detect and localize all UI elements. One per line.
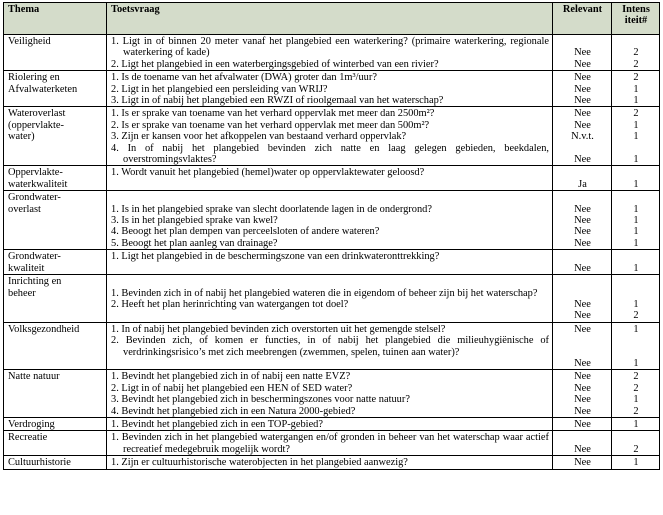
header-intensiteit: Intens iteit# xyxy=(612,3,660,35)
relevant-value: Nee xyxy=(574,298,591,310)
intensiteit-cell xyxy=(612,322,660,370)
relevant-value: Nee xyxy=(574,58,591,70)
toetsvraag-item: 1. Ligt het plangebied in de beschermingszone van een drinkwateronttrekking? xyxy=(111,251,440,263)
intensiteit-value: 1 xyxy=(633,119,639,131)
intensiteit-cell xyxy=(612,275,660,323)
thema-cell xyxy=(4,107,107,166)
relevant-value: Nee xyxy=(574,262,591,274)
thema-cell xyxy=(4,275,107,323)
table-row xyxy=(4,71,660,107)
intensiteit-cell xyxy=(612,431,660,456)
table-row xyxy=(4,35,660,71)
relevant-cell xyxy=(553,431,612,456)
relevant-value: Nee xyxy=(574,405,591,417)
thema-label: Wateroverlast xyxy=(8,108,66,120)
relevant-cell xyxy=(553,456,612,469)
toetsvraag-item: 4. Bevindt het plangebied zich in een Natura 2000-gebied? xyxy=(111,405,356,417)
thema-cell xyxy=(4,370,107,418)
watertoets-table xyxy=(3,2,660,470)
header-relevant: Relevant xyxy=(553,3,612,35)
thema-label: Riolering en xyxy=(8,72,60,84)
intensiteit-value: 1 xyxy=(633,154,639,166)
intensiteit-value: 1 xyxy=(633,357,639,369)
intensiteit-value: 2 xyxy=(633,58,639,70)
intensiteit-value: 2 xyxy=(633,72,639,84)
thema-label: Inrichting en xyxy=(8,276,62,288)
intensiteit-cell xyxy=(612,417,660,430)
table-body xyxy=(4,35,660,470)
thema-cell xyxy=(4,250,107,275)
intensiteit-cell xyxy=(612,456,660,469)
thema-label: Volksgezondheid xyxy=(8,323,80,335)
intensiteit-value: 1 xyxy=(633,95,639,107)
relevant-cell xyxy=(553,322,612,370)
table-row xyxy=(4,166,660,191)
toetsvraag-item: 2. Bevinden zich, of komen er functies, in of nabij het plangebied die milieuhygiënische of verdrinkingsrisico’s met zich meebrengen (zwemmen, spelen, tuinen aan water)? xyxy=(111,335,549,358)
thema-label: Verdroging xyxy=(8,418,55,430)
toetsvraag-item: 1. Is de toename van het afvalwater (DWA) groter dan 1m³/uur? xyxy=(111,72,377,84)
toetsvraag-item: 1. In of nabij het plangebied bevinden zich overstorten uit het gemengde stelsel? xyxy=(111,323,446,335)
toetsvraag-cell xyxy=(107,35,553,71)
thema-label: waterkwaliteit xyxy=(8,178,68,190)
thema-cell xyxy=(4,431,107,456)
relevant-value: Nee xyxy=(574,310,591,322)
relevant-value: Nee xyxy=(574,323,591,335)
intensiteit-value: 1 xyxy=(633,418,639,430)
intensiteit-cell xyxy=(612,250,660,275)
relevant-value: Nee xyxy=(574,47,591,59)
relevant-cell xyxy=(553,370,612,418)
relevant-cell xyxy=(553,166,612,191)
relevant-value: Nee xyxy=(574,237,591,249)
thema-label: Oppervlakte- xyxy=(8,167,63,179)
intensiteit-cell xyxy=(612,107,660,166)
intensiteit-cell xyxy=(612,370,660,418)
document-page xyxy=(3,2,660,470)
toetsvraag-item: 2. Ligt in het plangebied een persleiding van WRIJ? xyxy=(111,83,328,95)
intensiteit-value: 2 xyxy=(633,310,639,322)
relevant-value: Nee xyxy=(574,457,591,469)
thema-cell xyxy=(4,191,107,250)
toetsvraag-cell xyxy=(107,456,553,469)
thema-label: beheer xyxy=(8,287,36,299)
thema-label: Veiligheid xyxy=(8,36,51,47)
relevant-value: Nee xyxy=(574,443,591,455)
table-row xyxy=(4,456,660,469)
intensiteit-value: 2 xyxy=(633,47,639,59)
intensiteit-value: 2 xyxy=(633,405,639,417)
toetsvraag-cell xyxy=(107,250,553,275)
table-header-row xyxy=(4,3,660,35)
thema-label: overlast xyxy=(8,203,41,215)
relevant-cell xyxy=(553,35,612,71)
toetsvraag-item: 1. Zijn er cultuurhistorische waterobjecten in het plangebied aanwezig? xyxy=(111,457,408,469)
table-row xyxy=(4,370,660,418)
intensiteit-value: 1 xyxy=(633,457,639,469)
table-row xyxy=(4,275,660,323)
toetsvraag-item: 2. Ligt in of nabij het plangebied een HEN of SED water? xyxy=(111,382,353,394)
table-row xyxy=(4,191,660,250)
thema-label: Cultuurhistorie xyxy=(8,457,71,469)
toetsvraag-item: 1. Bevindt het plangebied zich in een TOP-gebied? xyxy=(111,418,323,430)
header-thema: Thema xyxy=(4,3,107,35)
thema-label: Recreatie xyxy=(8,432,48,444)
table-row xyxy=(4,417,660,430)
relevant-value: Nee xyxy=(574,394,591,406)
toetsvraag-cell xyxy=(107,431,553,456)
thema-label: Grondwater- xyxy=(8,192,61,204)
relevant-cell xyxy=(553,250,612,275)
relevant-value: Nee xyxy=(574,154,591,166)
toetsvraag-item: 4. In of nabij het plangebied bevinden zich natte en laag gelegen gebieden, beekdalen, overstromingsvlaktes? xyxy=(111,142,549,166)
intensiteit-value: 2 xyxy=(633,371,639,383)
intensiteit-cell xyxy=(612,191,660,250)
relevant-value: Nee xyxy=(574,119,591,131)
relevant-value: Nee xyxy=(574,83,591,95)
toetsvraag-item: 2. Heeft het plan herinrichting van watergangen tot doel? xyxy=(111,298,349,310)
thema-label: Natte natuur xyxy=(8,371,60,383)
toetsvraag-cell xyxy=(107,71,553,107)
toetsvraag-item: 1. Ligt in of binnen 20 meter vanaf het plangebied een waterkering? (primaire waterkering, regionale waterkering of kade) xyxy=(111,36,549,59)
thema-label: (oppervlakte- xyxy=(8,119,64,131)
toetsvraag-item: 3. Is in het plangebied sprake van kwel? xyxy=(111,215,278,227)
relevant-value: Nee xyxy=(574,371,591,383)
thema-cell xyxy=(4,35,107,71)
relevant-cell xyxy=(553,191,612,250)
thema-label: kwaliteit xyxy=(8,262,45,274)
toetsvraag-cell xyxy=(107,107,553,166)
toetsvraag-cell xyxy=(107,166,553,191)
toetsvraag-item: 1. Wordt vanuit het plangebied (hemel)water op oppervlaktewater geloosd? xyxy=(111,167,425,179)
toetsvraag-item: 1. Is in het plangebied sprake van slecht doorlatende lagen in de ondergrond? xyxy=(111,203,432,215)
toetsvraag-cell xyxy=(107,370,553,418)
toetsvraag-item: 4. Beoogt het plan dempen van perceelsloten of andere wateren? xyxy=(111,226,380,238)
intensiteit-value: 1 xyxy=(633,323,639,335)
relevant-value: Ja xyxy=(578,178,587,190)
header-toetsvraag: Toetsvraag xyxy=(107,3,553,35)
intensiteit-value: 1 xyxy=(633,215,639,227)
intensiteit-value: 1 xyxy=(633,131,639,143)
thema-label: Afvalwaterketen xyxy=(8,83,78,95)
intensiteit-value: 1 xyxy=(633,178,639,190)
relevant-value: Nee xyxy=(574,382,591,394)
intensiteit-value: 1 xyxy=(633,83,639,95)
intensiteit-value: 2 xyxy=(633,443,639,455)
table-row xyxy=(4,322,660,370)
thema-cell xyxy=(4,417,107,430)
relevant-value: Nee xyxy=(574,95,591,107)
toetsvraag-item: 1. Bevindt het plangebied zich in of nabij een natte EVZ? xyxy=(111,371,351,383)
thema-label: Grondwater- xyxy=(8,251,61,263)
relevant-cell xyxy=(553,71,612,107)
intensiteit-cell xyxy=(612,166,660,191)
toetsvraag-item: 3. Ligt in of nabij het plangebied een RWZI of rioolgemaal van het waterschap? xyxy=(111,95,444,107)
toetsvraag-item: 2. Is er sprake van toename van het verhard oppervlak met meer dan 500m²? xyxy=(111,119,430,131)
relevant-value: N.v.t. xyxy=(571,131,594,143)
relevant-value: Nee xyxy=(574,215,591,227)
toetsvraag-item: 3. Zijn er kansen voor het afkoppelen van bestaand verhard oppervlak? xyxy=(111,131,407,143)
relevant-value: Nee xyxy=(574,72,591,84)
thema-cell xyxy=(4,456,107,469)
thema-cell xyxy=(4,166,107,191)
relevant-value: Nee xyxy=(574,226,591,238)
relevant-value: Nee xyxy=(574,418,591,430)
toetsvraag-item: 3. Bevindt het plangebied zich in beschermingszones voor natte natuur? xyxy=(111,394,410,406)
table-row xyxy=(4,250,660,275)
thema-cell xyxy=(4,322,107,370)
toetsvraag-item: 2. Ligt het plangebied in een waterbergingsgebied of winterbed van een rivier? xyxy=(111,58,439,70)
intensiteit-value: 1 xyxy=(633,226,639,238)
toetsvraag-cell xyxy=(107,322,553,370)
toetsvraag-item: 5. Beoogt het plan aanleg van drainage? xyxy=(111,237,278,249)
relevant-cell xyxy=(553,107,612,166)
intensiteit-value: 1 xyxy=(633,237,639,249)
relevant-value: Nee xyxy=(574,108,591,120)
intensiteit-value: 1 xyxy=(633,262,639,274)
intensiteit-cell xyxy=(612,71,660,107)
intensiteit-value: 2 xyxy=(633,108,639,120)
intensiteit-value: 1 xyxy=(633,298,639,310)
intensiteit-value: 1 xyxy=(633,394,639,406)
toetsvraag-cell xyxy=(107,417,553,430)
intensiteit-cell xyxy=(612,35,660,71)
toetsvraag-cell xyxy=(107,191,553,250)
relevant-cell xyxy=(553,275,612,323)
table-row xyxy=(4,431,660,456)
toetsvraag-item: 1. Bevinden zich in het plangebied watergangen en/of gronden in beheer van het waterschap waar actief recreatief medegebruik mogelijk wordt? xyxy=(111,432,549,455)
intensiteit-value: 1 xyxy=(633,203,639,215)
relevant-cell xyxy=(553,417,612,430)
thema-label: water) xyxy=(8,131,35,143)
intensiteit-value: 2 xyxy=(633,382,639,394)
toetsvraag-item: 1. Bevinden zich in of nabij het plangebied wateren die in eigendom of beheer zijn bij het waterschap? xyxy=(111,287,538,299)
toetsvraag-cell xyxy=(107,275,553,323)
thema-cell xyxy=(4,71,107,107)
table-row xyxy=(4,107,660,166)
relevant-value: Nee xyxy=(574,357,591,369)
relevant-value: Nee xyxy=(574,203,591,215)
toetsvraag-item: 1. Is er sprake van toename van het verhard oppervlak met meer dan 2500m²? xyxy=(111,108,435,120)
